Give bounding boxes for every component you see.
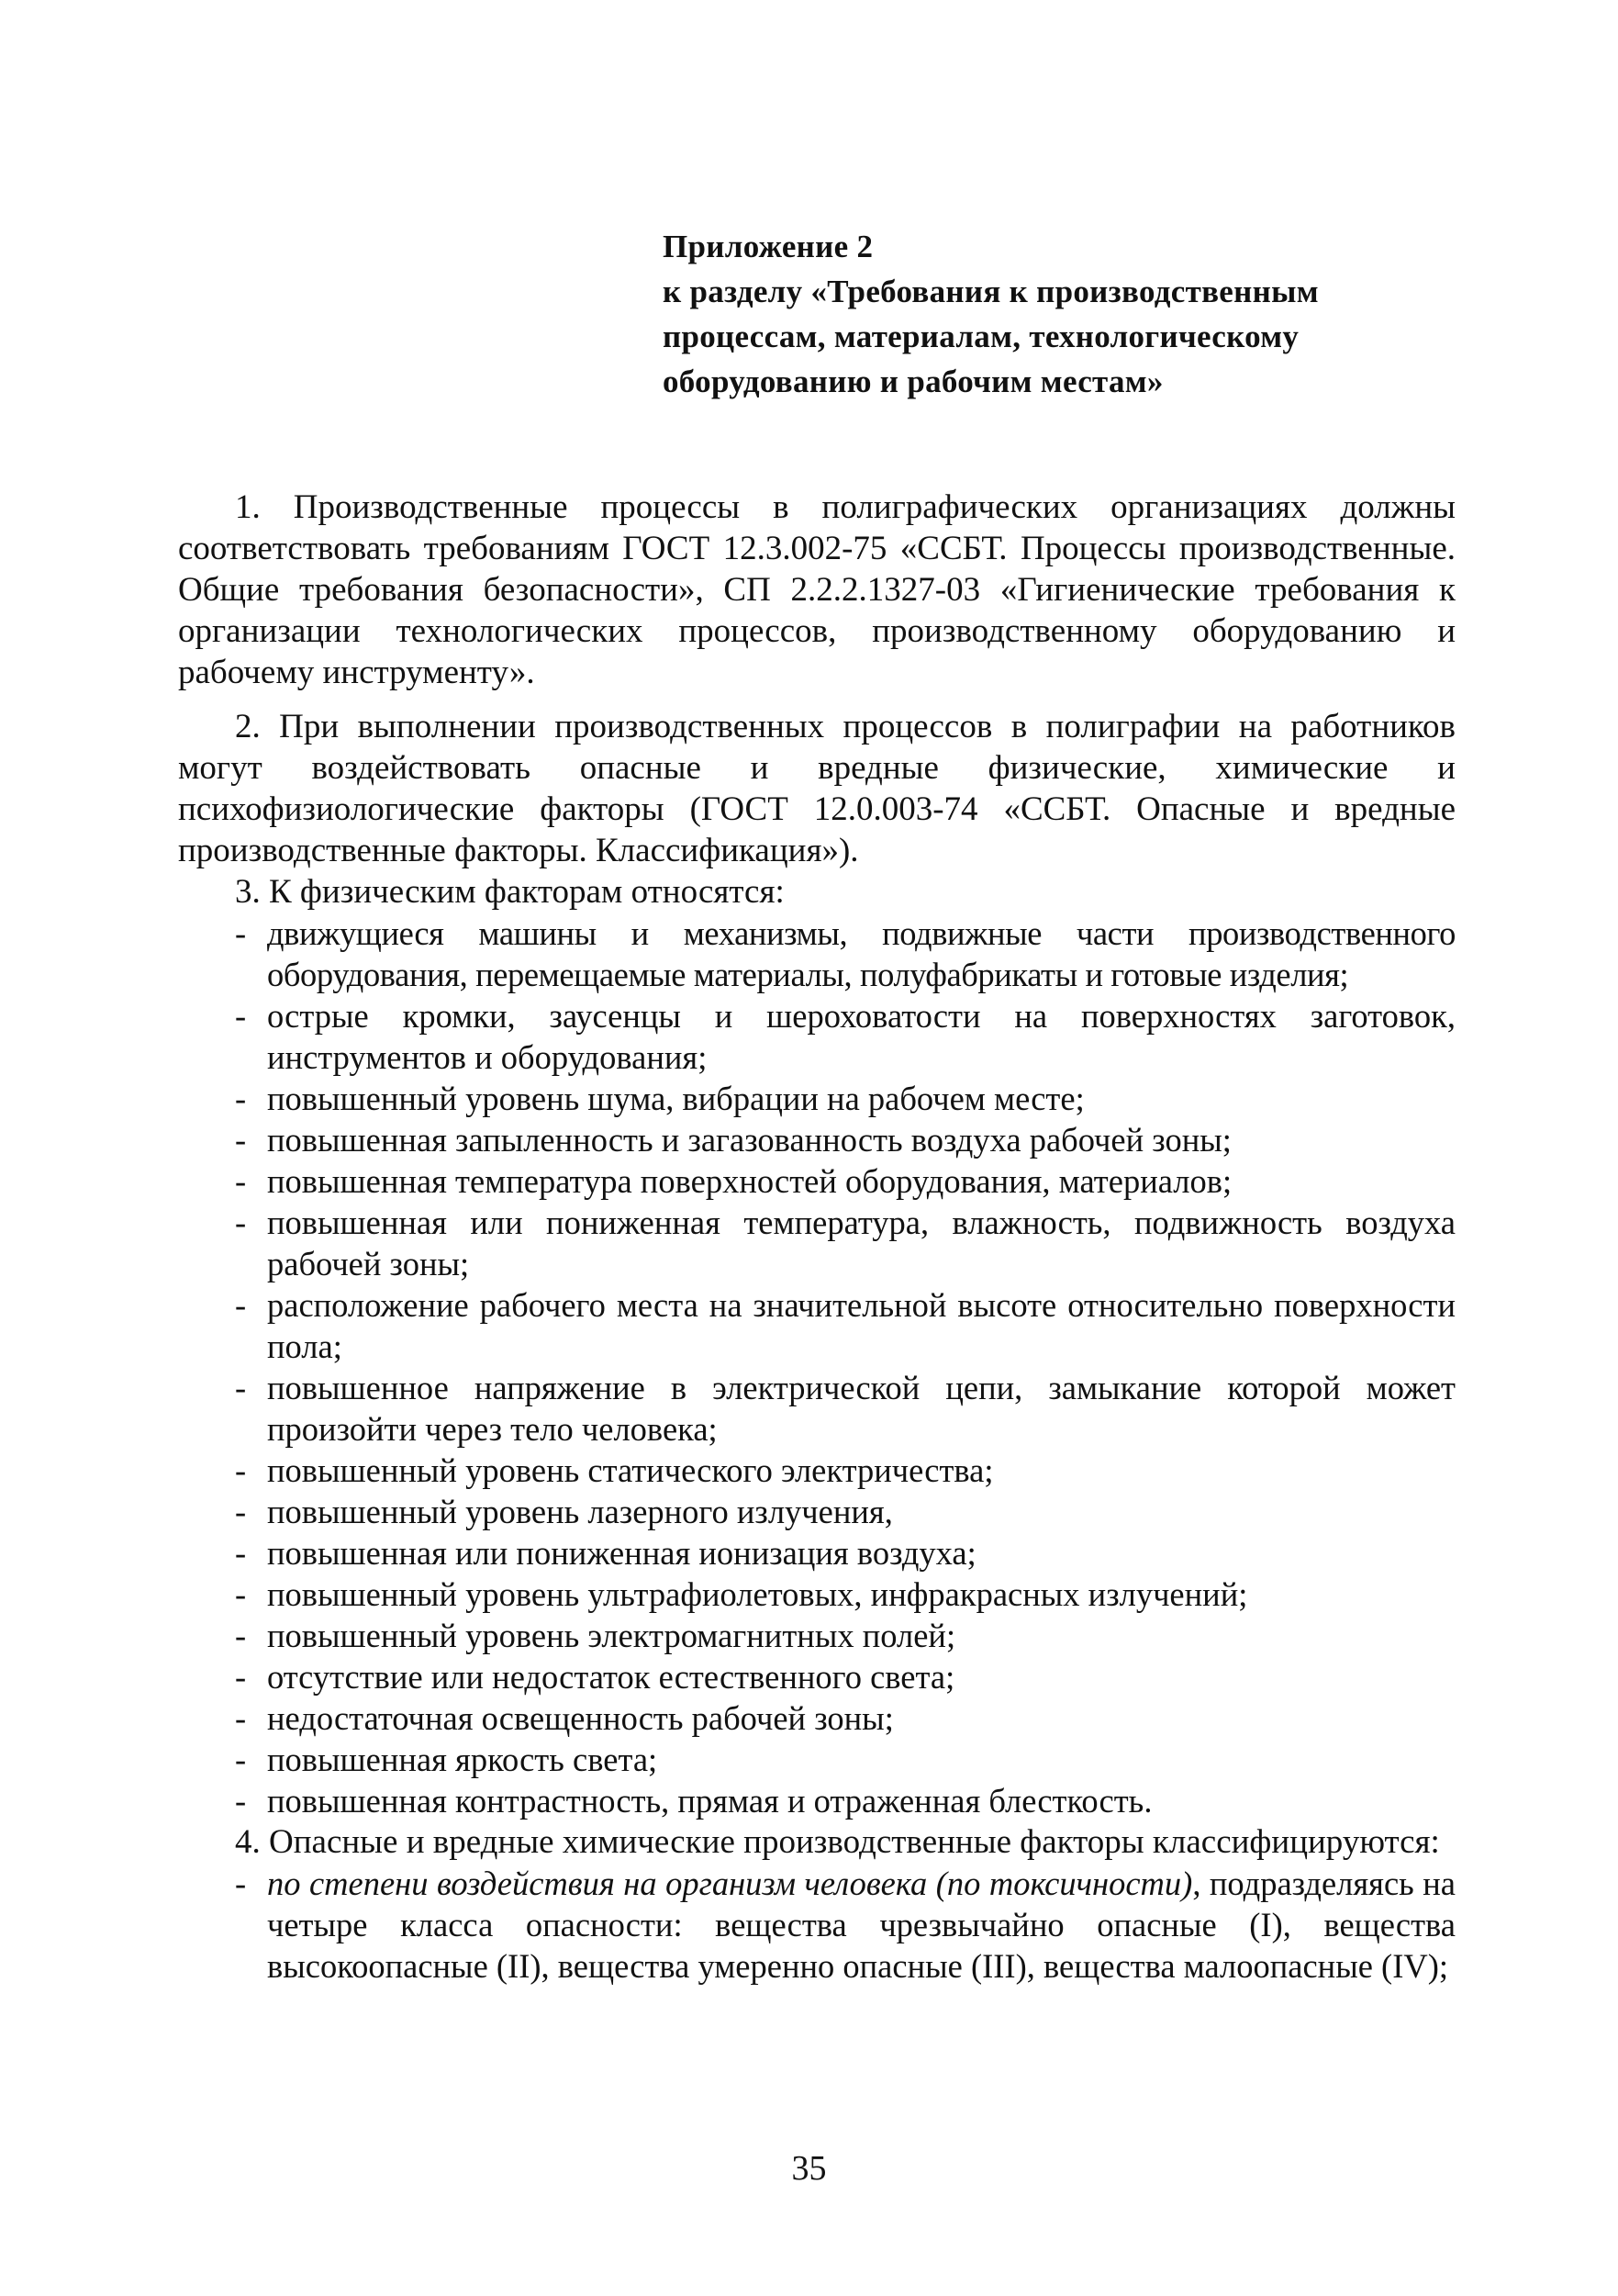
list-item [178, 1780, 1456, 1821]
physical-factors-list [178, 913, 1456, 1821]
list-dash: - [235, 1493, 247, 1530]
list-dash: - [235, 1369, 247, 1406]
list-item [178, 913, 1456, 995]
toxicity-criterion-text: по степени воздействия на организм человека (по токсичности) [267, 1865, 1193, 1902]
list-dash: - [235, 1575, 247, 1613]
heading-line-1: Приложение 2 [663, 229, 874, 264]
paragraph-3: 3. К физическим факторам относятся: [235, 873, 785, 911]
list-dash: - [235, 1162, 247, 1200]
list-dash: - [235, 1741, 247, 1778]
list-dash: - [235, 1286, 247, 1324]
list-item [178, 1160, 1456, 1202]
paragraph-1: 1. Производственные процессы в полиграфических организациях должны соответствовать требованиям ГОСТ 12.3.002-75 «ССБТ. Процессы производственные. Общие требования безопасности», СП 2.2.2.1327-03 «Гигиенические требования к организации технологических процессов, производственному оборудованию и рабочему инструменту». [178, 488, 1456, 691]
list-dash: - [235, 997, 247, 1035]
list-item [178, 1697, 1456, 1739]
list-item-text: повышенный уровень ультрафиолетовых, инфракрасных излучений; [267, 1575, 1248, 1613]
list-item-text: острые кромки, заусенцы и шероховатости на поверхностях заготовок, инструментов и оборудования; [267, 997, 1456, 1076]
list-item-text: отсутствие или недостаток естественного света; [267, 1658, 955, 1696]
list-item [178, 1367, 1456, 1450]
heading-line-2: к разделу «Требования к производственным [663, 274, 1319, 309]
list-item-text: повышенная контрастность, прямая и отраженная блесткость. [267, 1782, 1153, 1820]
paragraph-2: 2. При выполнении производственных процессов в полиграфии на работников могут воздействовать опасные и вредные физические, химические и психофизиологические факторы (ГОСТ 12.0.003-74 «ССБТ. Опасные и вредные производственные факторы. Классификация»). [178, 708, 1456, 869]
list-dash: - [235, 1204, 247, 1241]
chemical-factor-item [178, 1863, 1456, 1987]
list-item-text: повышенная или пониженная температура, влажность, подвижность воздуха рабочей зоны; [267, 1204, 1456, 1282]
list-dash: - [235, 1617, 247, 1654]
list-item-text: повышенный уровень лазерного излучения, [267, 1493, 893, 1530]
list-item [178, 1656, 1456, 1697]
list-item [178, 1615, 1456, 1656]
list-item-text: повышенное напряжение в электрической цепи, замыкание которой может произойти через тело человека; [267, 1369, 1456, 1448]
list-dash: - [235, 1782, 247, 1820]
list-dash: - [235, 914, 246, 952]
list-item-text: недостаточная освещенность рабочей зоны; [267, 1699, 894, 1737]
list-item-text: повышенный уровень электромагнитных полей; [267, 1617, 956, 1654]
list-item [178, 1119, 1456, 1160]
list-item [178, 1574, 1456, 1615]
page-number: 35 [791, 2149, 827, 2188]
appendix-heading [663, 224, 1489, 404]
list-item-text: повышенная яркость света; [267, 1741, 658, 1778]
list-dash: - [235, 1865, 247, 1902]
list-item [178, 1284, 1456, 1367]
list-item-text: повышенный уровень статического электричества; [267, 1451, 994, 1489]
list-item-text: повышенная или пониженная ионизация воздуха; [267, 1534, 976, 1572]
list-dash: - [235, 1121, 247, 1159]
list-item [178, 1078, 1456, 1119]
list-item-text: движущиеся машины и механизмы, подвижные части производственного оборудования, перемещаемые материалы, полуфабрикаты и готовые изделия; [267, 914, 1456, 993]
list-dash: - [235, 1451, 247, 1489]
list-dash: - [235, 1658, 247, 1696]
list-item [178, 1450, 1456, 1491]
list-item-text: повышенная температура поверхностей оборудования, материалов; [267, 1162, 1233, 1200]
list-item [178, 995, 1456, 1078]
list-item [178, 1532, 1456, 1574]
paragraph-4: 4. Опасные и вредные химические производственные факторы классифицируются: [235, 1823, 1440, 1861]
list-item [178, 1739, 1456, 1780]
list-dash: - [235, 1534, 247, 1572]
list-item-text: повышенный уровень шума, вибрации на рабочем месте; [267, 1080, 1085, 1117]
list-dash: - [235, 1699, 247, 1737]
hazard-classes-text: , подразделяясь на четыре класса опасности: вещества чрезвычайно опасные (I), вещества высокоопасные (II), вещества умеренно опасные (III), вещества малоопасные (IV); [267, 1865, 1456, 1985]
list-dash: - [235, 1080, 247, 1117]
list-item [178, 1202, 1456, 1284]
list-item-text: расположение рабочего места на значительной высоте относительно поверхности пола; [267, 1286, 1456, 1365]
list-item-text: повышенная запыленность и загазованность воздуха рабочей зоны; [267, 1121, 1232, 1159]
heading-line-4: оборудованию и рабочим местам» [663, 364, 1164, 399]
heading-line-3: процессам, материалам, технологическому [663, 319, 1300, 354]
body-text [178, 487, 1456, 1987]
list-item [178, 1491, 1456, 1532]
